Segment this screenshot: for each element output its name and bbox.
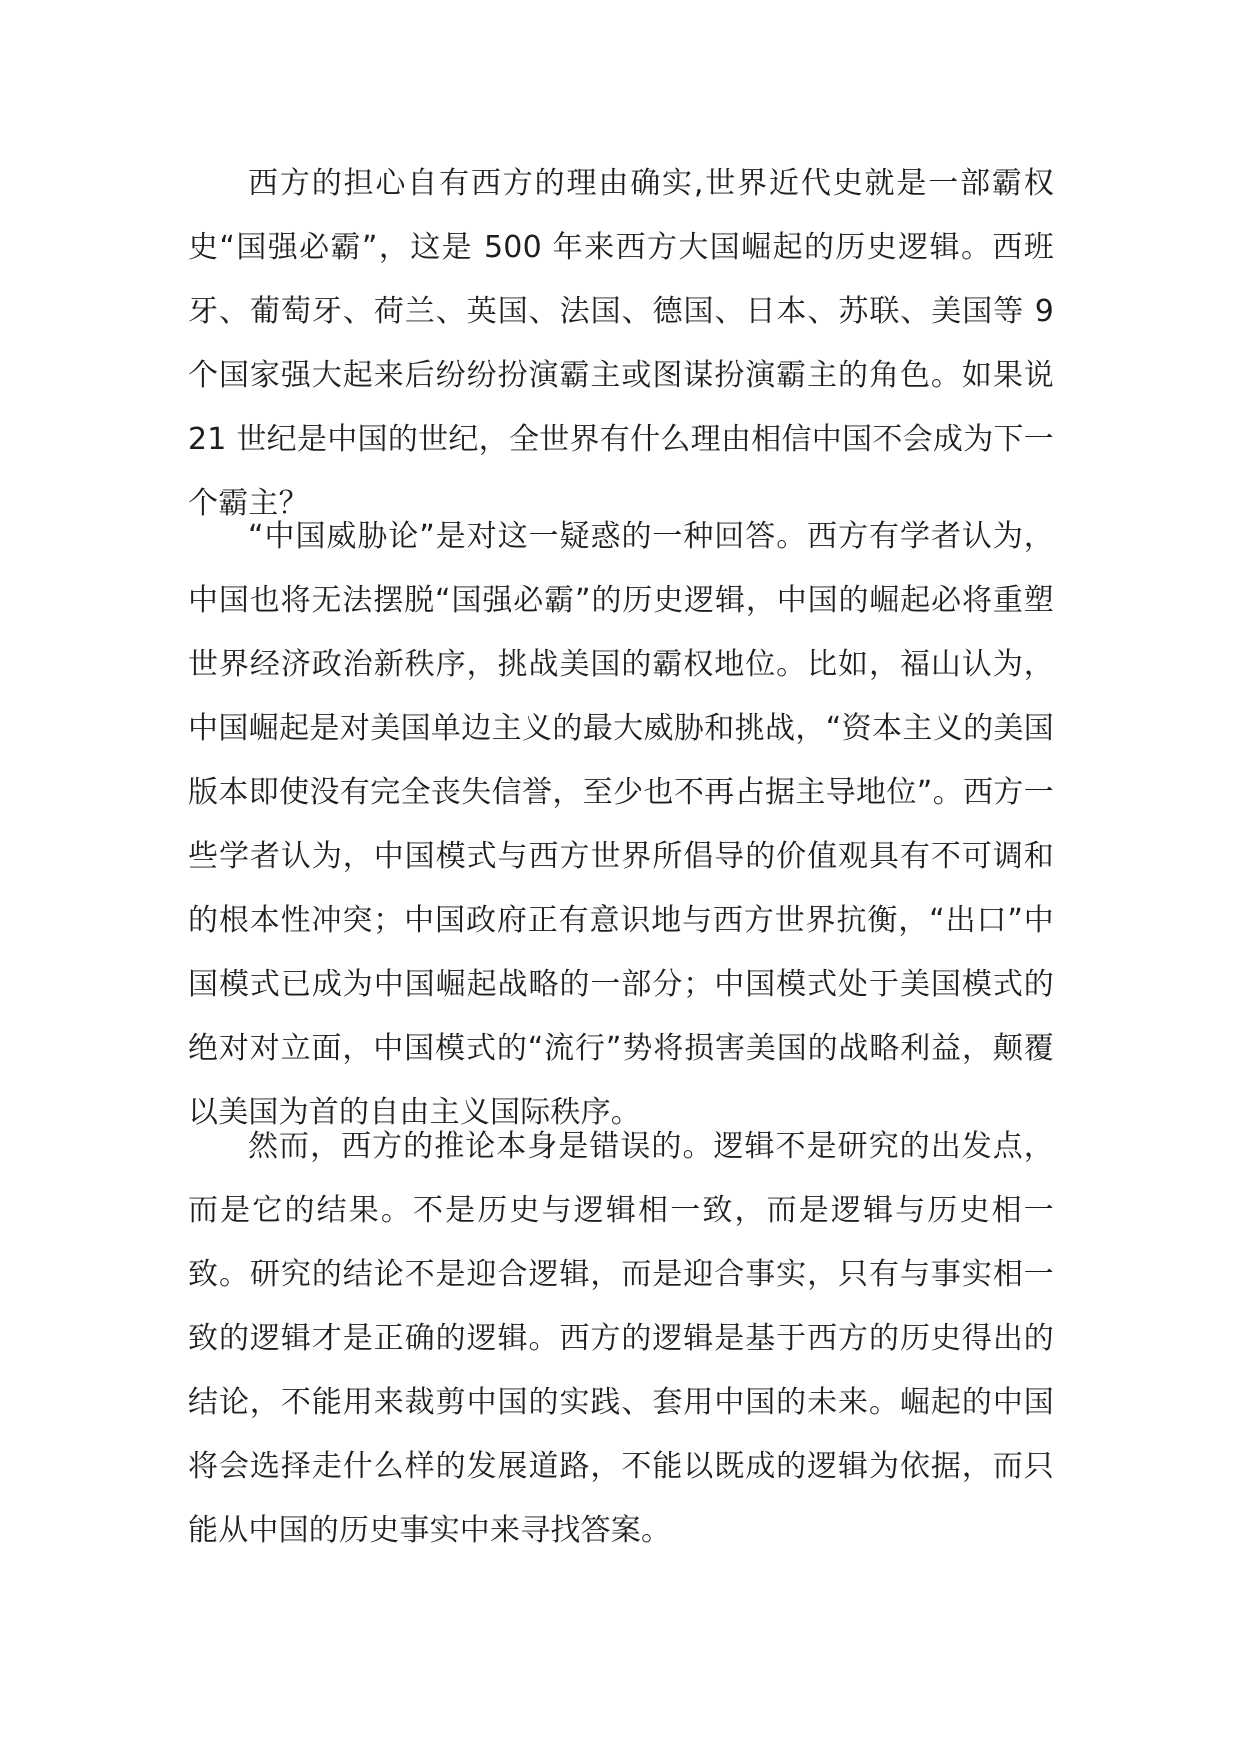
paragraph-logic-rebuttal: 然而，西方的推论本身是错误的。逻辑不是研究的出发点，而是它的结果。不是历史与逻辑相一致，而是逻辑与历史相一致。研究的结论不是迎合逻辑，而是迎合事实，只有与事实相一致的逻辑才是正确的逻辑。西方的逻辑是基于西方的历史得出的结论，不能用来裁剪中国的实践、套用中国的未来。崛起的中国将会选择走什么样的发展道路，不能以既成的逻辑为依据，而只能从中国的历史事实中来寻找答案。 — [188, 1129, 1054, 1548]
paragraph-china-threat-theory: “中国威胁论”是对这一疑惑的一种回答。西方有学者认为，中国也将无法摆脱“国强必霸”的历史逻辑，中国的崛起必将重塑世界经济政治新秩序，挑战美国的霸权地位。比如，福山认为，中国崛起是对美国单边主义的最大威胁和挑战，“资本主义的美国版本即使没有完全丧失信誉，至少也不再占据主导地位”。西方一些学者认为，中国模式与西方世界所倡导的价值观具有不可调和的根本性冲突；中国政府正有意识地与西方世界抗衡，“出口”中国模式已成为中国崛起战略的一部分；中国模式处于美国模式的绝对对立面，中国模式的“流行”势将损害美国的战略利益，颠覆以美国为首的自由主义国际秩序。 — [188, 519, 1054, 1130]
paragraph-western-concern: 西方的担心自有西方的理由确实,世界近代史就是一部霸权史“国强必霸”，这是 500 年来西方大国崛起的历史逻辑。西班牙、葡萄牙、荷兰、英国、法国、德国、日本、苏联、美国等 9 个国家强大起来后纷纷扮演霸主或图谋扮演霸主的角色。如果说 21 世纪是中国的世纪，全世界有什么理由相信中国不会成为下一个霸主？ — [188, 166, 1054, 521]
